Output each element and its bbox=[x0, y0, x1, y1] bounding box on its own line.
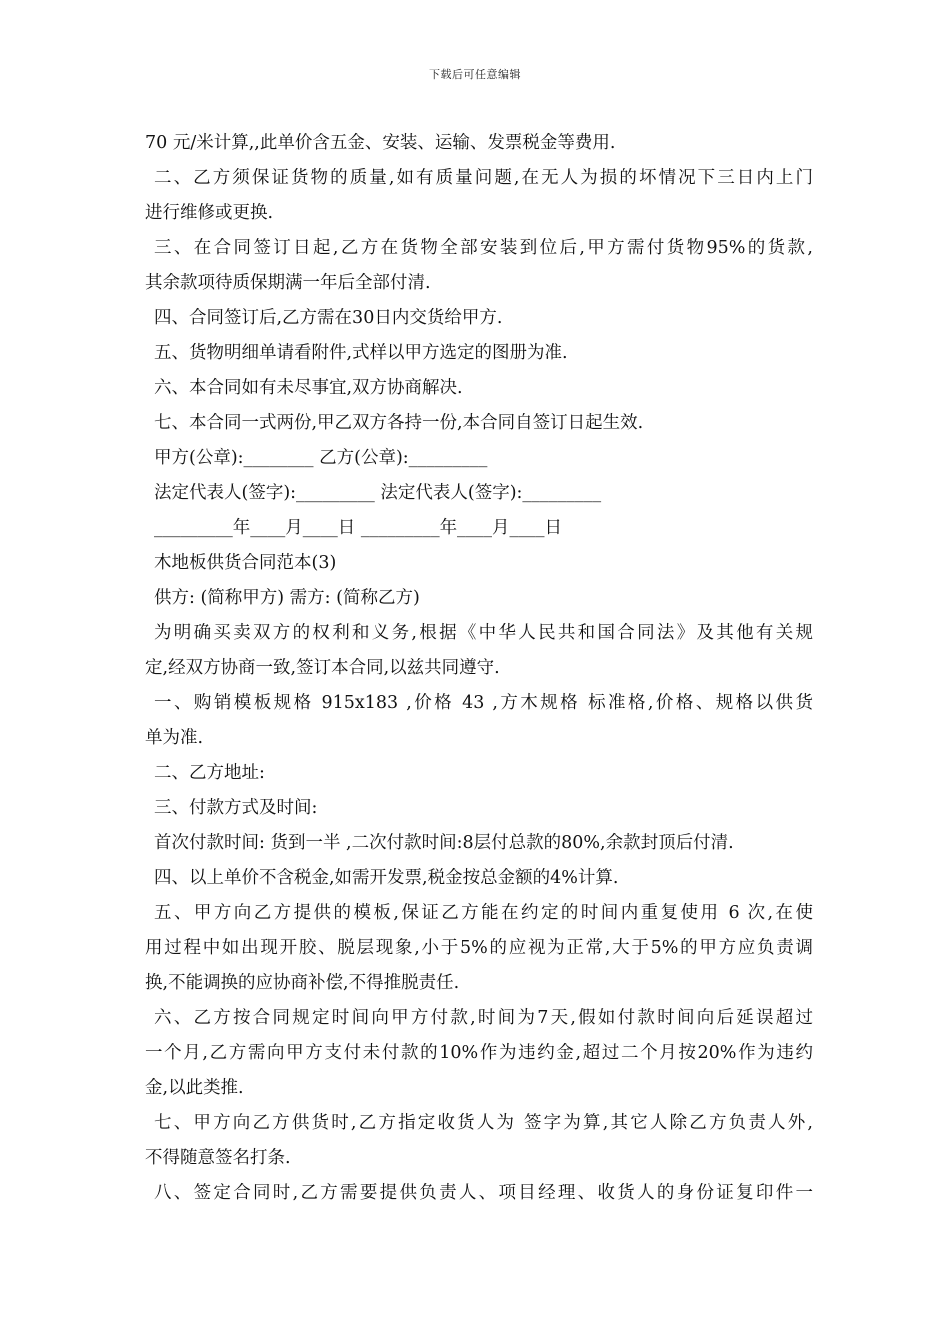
date-line: _________年____月____日 _________年____月____日 bbox=[154, 518, 563, 538]
paragraph-line: 单为准. bbox=[145, 728, 204, 748]
paragraph-line: 七、甲方向乙方供货时,乙方指定收货人为 签字为算,其它人除乙方负责人外, bbox=[154, 1113, 813, 1133]
paragraph-line: 四、合同签订后,乙方需在30日内交货给甲方. bbox=[154, 308, 503, 328]
paragraph-line: 五、货物明细单请看附件,式样以甲方选定的图册为准. bbox=[154, 343, 568, 363]
paragraph-line: 二、乙方须保证货物的质量,如有质量问题,在无人为损的坏情况下三日内上门 bbox=[154, 168, 813, 188]
paragraph-line: 七、本合同一式两份,甲乙双方各持一份,本合同自签订日起生效. bbox=[154, 413, 644, 433]
paragraph-line: 三、付款方式及时间: bbox=[154, 798, 318, 818]
paragraph-line: 二、乙方地址: bbox=[154, 763, 265, 783]
signature-line: 法定代表人(签字):_________ 法定代表人(签字):_________ bbox=[154, 483, 602, 503]
document-body bbox=[145, 126, 813, 1211]
paragraph-line: 六、本合同如有未尽事宜,双方协商解决. bbox=[154, 378, 463, 398]
section-title: 木地板供货合同范本(3) bbox=[154, 553, 337, 573]
paragraph-line: 不得随意签名打条. bbox=[145, 1148, 291, 1168]
paragraph-line: 八、签定合同时,乙方需要提供负责人、项目经理、收货人的身份证复印件一 bbox=[154, 1183, 813, 1203]
paragraph-line: 用过程中如出现开胶、脱层现象,小于5%的应视为正常,大于5%的甲方应负责调 bbox=[145, 938, 813, 958]
paragraph-line: 其余款项待质保期满一年后全部付清. bbox=[145, 273, 431, 293]
paragraph-line: 定,经双方协商一致,签订本合同,以兹共同遵守. bbox=[145, 658, 500, 678]
paragraph-line: 进行维修或更换. bbox=[145, 203, 274, 223]
paragraph-line: 金,以此类推. bbox=[145, 1078, 244, 1098]
paragraph-line: 四、以上单价不含税金,如需开发票,税金按总金额的4%计算. bbox=[154, 868, 619, 888]
paragraph-line: 换,不能调换的应协商补偿,不得推脱责任. bbox=[145, 973, 460, 993]
paragraph-line: 三、在合同签订日起,乙方在货物全部安装到位后,甲方需付货物95%的货款, bbox=[154, 238, 813, 258]
paragraph-line: 为明确买卖双方的权利和义务,根据《中华人民共和国合同法》及其他有关规 bbox=[154, 623, 813, 643]
page-header: 下载后可任意编辑 bbox=[429, 68, 521, 81]
paragraph-line: 一、购销模板规格 915x183 ,价格 43 ,方木规格 标准格,价格、规格以供货 bbox=[154, 693, 813, 713]
paragraph-line: 首次付款时间: 货到一半 ,二次付款时间:8层付总款的80%,余款封顶后付清. bbox=[154, 833, 734, 853]
paragraph-line: 六、乙方按合同规定时间向甲方付款,时间为7天,假如付款时间向后延误超过 bbox=[154, 1008, 813, 1028]
paragraph-line: 五、甲方向乙方提供的模板,保证乙方能在约定的时间内重复使用 6 次,在使 bbox=[154, 903, 813, 923]
paragraph-line: 70 元/米计算,,此单价含五金、安装、运输、发票税金等费用. bbox=[145, 133, 616, 153]
paragraph-line: 一个月,乙方需向甲方支付未付款的10%作为违约金,超过二个月按20%作为违约 bbox=[145, 1043, 813, 1063]
signature-line: 甲方(公章):________ 乙方(公章):_________ bbox=[154, 448, 488, 468]
paragraph-line: 供方: (简称甲方) 需方: (简称乙方) bbox=[154, 588, 420, 608]
